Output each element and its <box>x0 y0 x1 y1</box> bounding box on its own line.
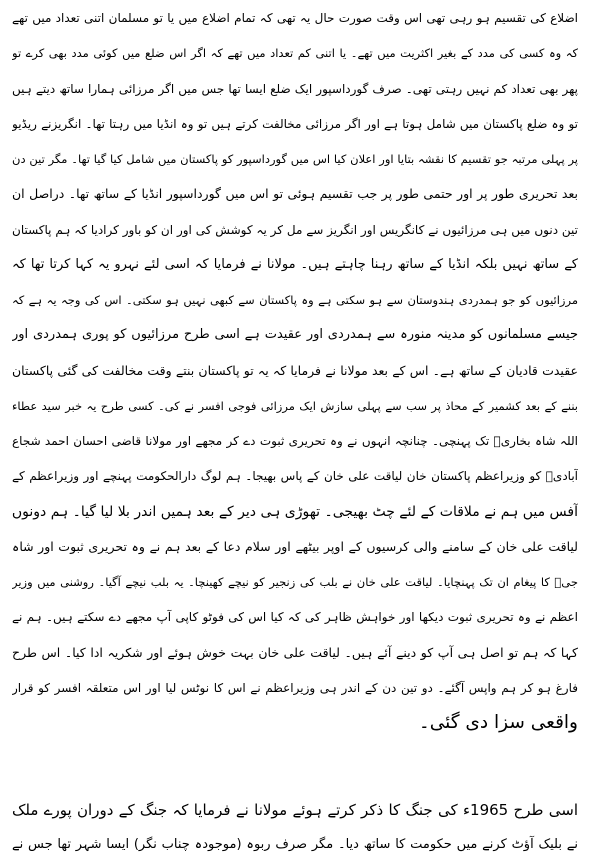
text-line: بعد تحریری طور پر اور حتمی طور پر جب تقسیم ہوئی تو اس میں گورداسپور انڈیا کے ساتھ تھا۔ دراصل ان <box>12 186 578 201</box>
text-line: کہ وہ کسی کی مدد کے بغیر اکثریت میں تھے۔ یا اتنی کم تعداد میں تھے کہ اگر اس ضلع میں کوئی مدد بھی کرے تو <box>12 46 578 60</box>
text-line: تین دنوں میں ہی مرزائیوں نے کانگریس اور انگریز سے مل کر یہ کوشش کی اور ان کو باور کرادیا کہ ہم پاکستان <box>12 223 578 237</box>
text-line: اسی طرح 1965ء کی جنگ کا ذکر کرتے ہوئے مولانا نے فرمایا کہ جنگ کے دوران پورے ملک <box>12 801 578 819</box>
text-line: اللہ شاہ بخاریؒ تک پہنچی۔ چنانچہ انہوں نے وہ تحریری ثبوت دے کر مجھے اور مولانا قاضی احسان احمد شجاع <box>12 434 578 448</box>
text-line: جیؒ کا پیغام ان تک پہنچایا۔ لیاقت علی خان نے بلب کی زنجیر کو نیچے کھینچا۔ یہ بلب نیچے آگیا۔ روشنی میں وزیر <box>12 575 578 589</box>
text-line: آبادیؒ کو وزیراعظم پاکستان خان لیاقت علی خان کے پاس بھیجا۔ ہم لوگ دارالحکومت پہنچے اور وزیراعظم کے <box>12 469 578 483</box>
text-line: پھر بھی تعداد کم نہیں رہتی تھی۔ صرف گورداسپور ایک ضلع ایسا تھا جس میں اگر مرزائی ہمارا ساتھ دیتے ہیں <box>12 82 578 96</box>
text-line: کہا کہ ہم تو اصل ہی آپ کو دینے آئے ہیں۔ لیاقت علی خان بہت خوش ہوئے اور شکریہ ادا کیا۔ اس طرح <box>12 645 578 660</box>
text-line: واقعی سزا دی گئی۔ <box>418 712 578 733</box>
text-line: پر پہلی مرتبہ جو تقسیم کا نقشہ بتایا اور اعلان کیا اس میں گورداسپور کو پاکستان میں شامل کیا گیا تھا۔ مگر تین دن <box>12 152 578 166</box>
text-line: اعظم نے وہ تحریری ثبوت دیکھا اور خواہش ظاہر کی کہ کیا اس کی فوٹو کاپی آپ مجھے دے سکتے ہیں۔ ہم نے <box>12 610 578 624</box>
text-line: جیسے مسلمانوں کو مدینہ منورہ سے ہمدردی اور عقیدت ہے اسی طرح مرزائیوں کو پوری ہمدردی اور <box>12 327 578 342</box>
text-line: مرزائیوں کو جو ہمدردی ہندوستان سے ہو سکتی ہے وہ پاکستان سے کبھی نہیں ہو سکتی۔ اس کی وجہ یہ ہے کہ <box>12 293 578 307</box>
text-line: نے بلیک آؤٹ کرنے میں حکومت کا ساتھ دیا۔ مگر صرف ربوہ (موجودہ چناب نگر) ایسا شہر تھا جس نے <box>12 837 578 852</box>
text-line: لیاقت علی خان کے سامنے والی کرسیوں کے اوپر بیٹھے اور سلام دعا کے بعد ہم نے وہ تحریری ثبوت اور شاہ <box>12 539 578 554</box>
text-line: اضلاع کی تقسیم ہو رہی تھی اس وقت صورت حال یہ تھی کہ تمام اضلاع میں یا تو مسلمان اتنی تعداد میں تھے <box>12 11 578 25</box>
text-line: فارغ ہو کر ہم واپس آگئے۔ دو تین دن کے اندر ہی وزیراعظم نے اس کا نوٹس لیا اور اس متعلقہ افسر کو قرار <box>12 681 578 695</box>
text-line: عقیدت قادیان کے ساتھ ہے۔ اس کے بعد مولانا نے فرمایا کہ یہ تو پاکستان بنتے وقت مخالفت کی گئی پاکستان <box>12 363 578 378</box>
text-line: تو وہ ضلع پاکستان میں شامل ہوتا ہے اور اگر مرزائی مخالفت کرتے ہیں تو وہ انڈیا میں رہتا تھا۔ انگریزنے ریڈیو <box>12 117 578 131</box>
text-line: کے ساتھ نہیں بلکہ انڈیا کے ساتھ رہنا چاہتے ہیں۔ مولانا نے فرمایا کہ اسی لئے نہرو یہ کہا کرتا تھا کہ <box>12 257 578 272</box>
text-line: بننے کے بعد کشمیر کے محاذ پر سب سے پہلی سازش ایک مرزائی فوجی افسر نے کی۔ کسی طرح یہ خبر سید عطاء <box>12 399 578 413</box>
text-line: آفس میں ہم نے ملاقات کے لئے چٹ بھیجی۔ تھوڑی ہی دیر کے بعد ہمیں اندر بلا لیا گیا۔ ہم دونوں <box>12 504 578 520</box>
